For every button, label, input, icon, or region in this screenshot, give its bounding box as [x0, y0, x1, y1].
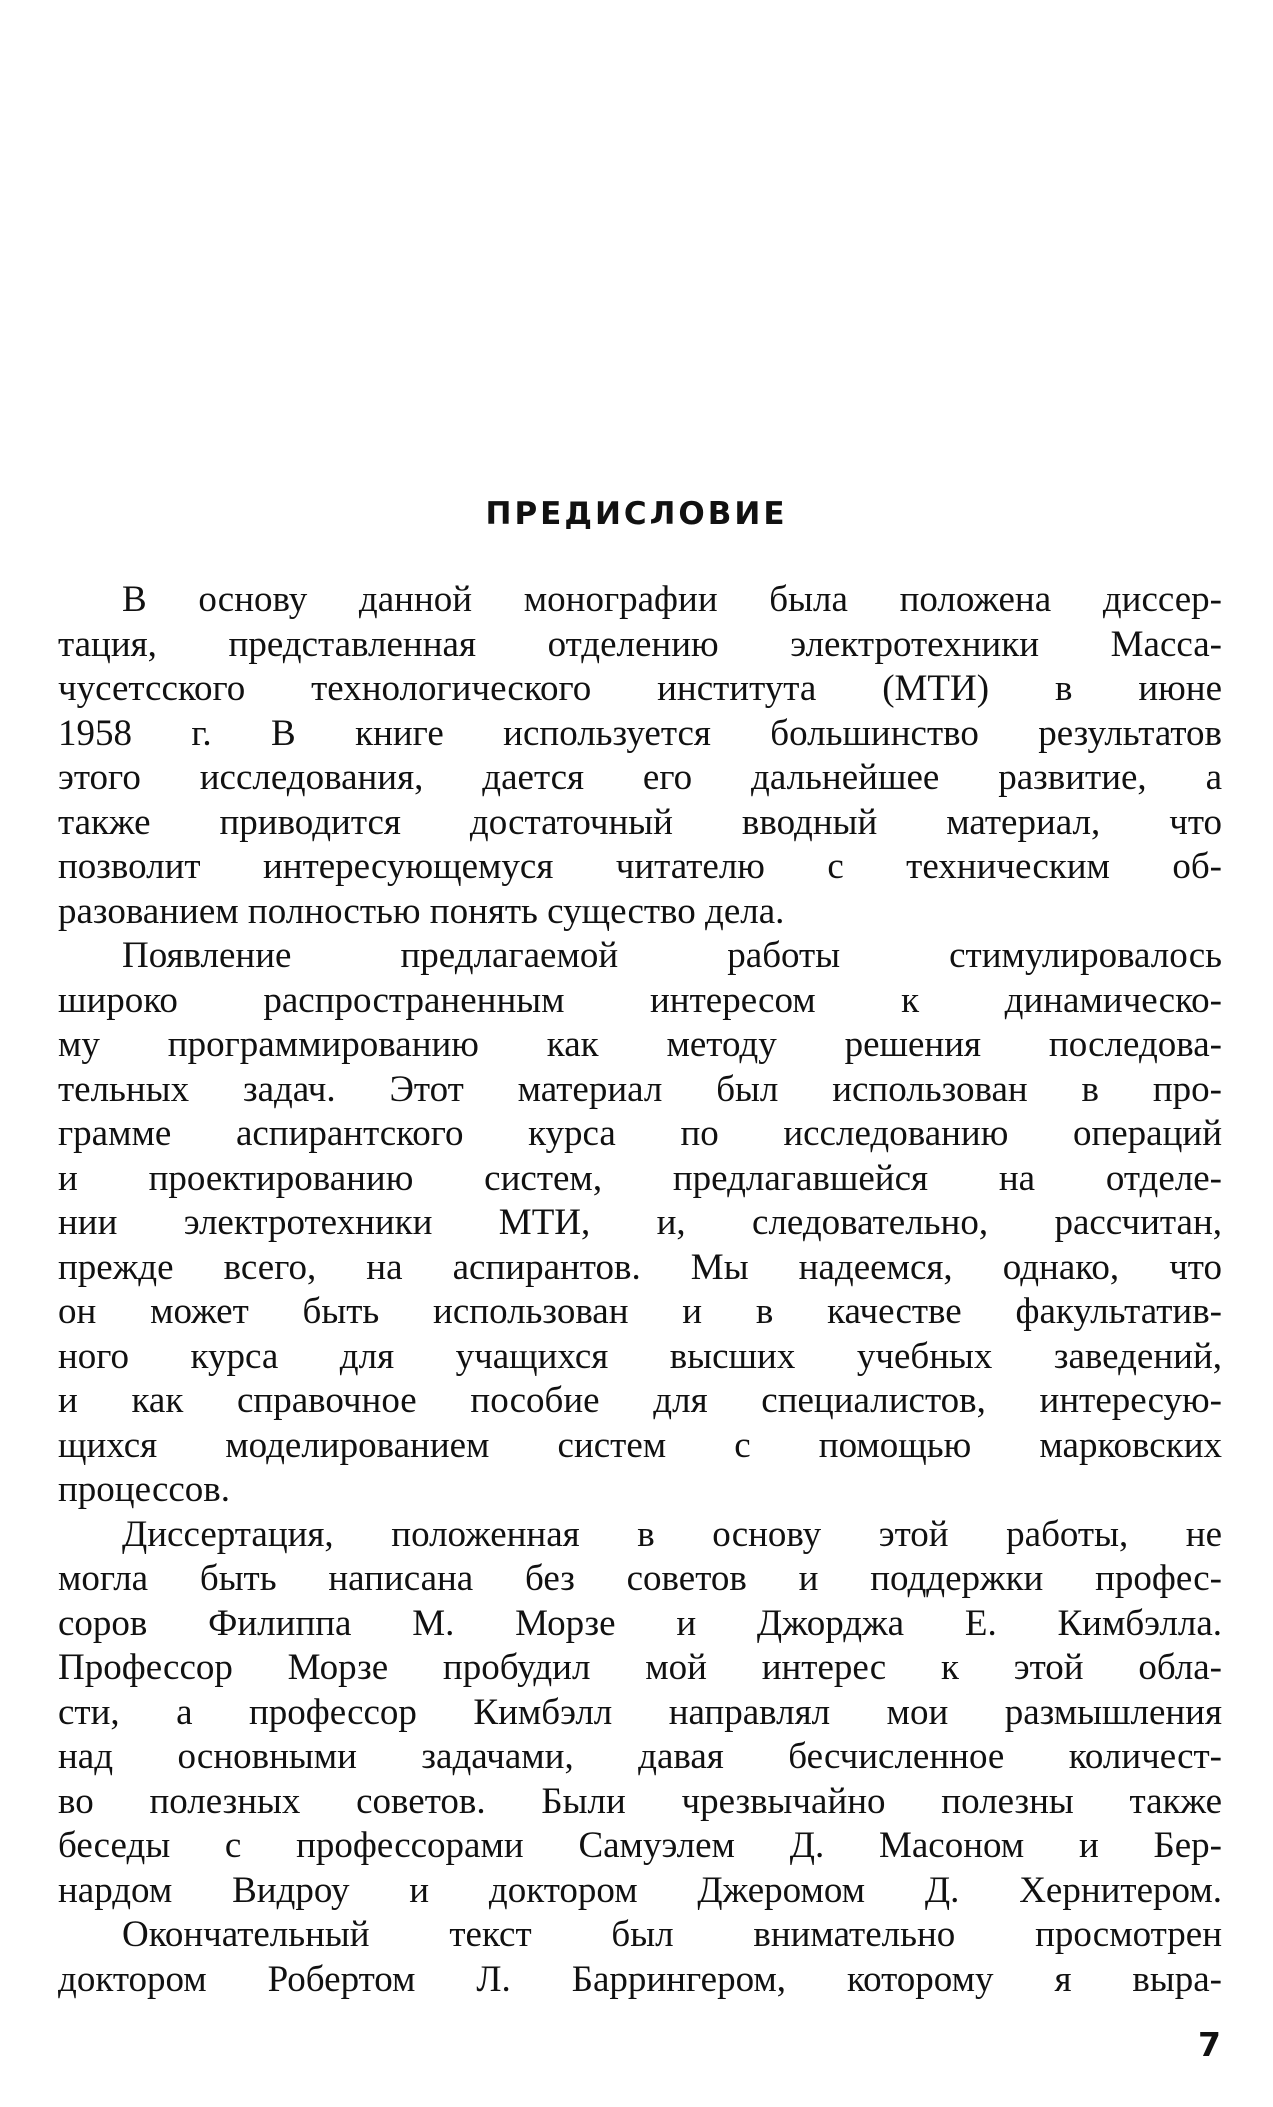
text-line: могла быть написана без советов и поддержки профес- — [58, 1558, 1222, 1599]
text-line: В основу данной монографии была положена диссер- — [122, 579, 1222, 620]
text-line: Диссертация, положенная в основу этой работы, не — [122, 1513, 1222, 1555]
page-number: 7 — [1198, 2025, 1221, 2064]
text-line: нии электротехники МТИ, и, следовательно, рассчитан, — [58, 1202, 1222, 1243]
text-line: тация, представленная отделению электротехники Масса- — [58, 623, 1222, 665]
text-line: сти, а профессор Кимбэлл направлял мои размышления — [58, 1691, 1222, 1733]
text-line: и как справочное пособие для специалистов, интересую- — [58, 1380, 1222, 1421]
text-line: этого исследования, дается его дальнейшее развитие, а — [58, 757, 1222, 798]
body-text — [58, 578, 1222, 2002]
text-line: во полезных советов. Были чрезвычайно полезны также — [58, 1780, 1222, 1822]
text-line: щихся моделированием систем с помощью марковских — [58, 1424, 1222, 1466]
text-line: Окончательный текст был внимательно просмотрен — [122, 1914, 1222, 1955]
text-line: доктором Робертом Л. Баррингером, которому я выра- — [58, 1958, 1222, 2000]
text-line: беседы с профессорами Самуэлем Д. Масоном и Бер- — [58, 1825, 1222, 1866]
text-line: грамме аспирантского курса по исследованию операций — [58, 1113, 1222, 1154]
text-line: также приводится достаточный вводный материал, что — [58, 801, 1222, 843]
paragraph-4 — [58, 1913, 1222, 2002]
text-line: процессов. — [58, 1469, 231, 1510]
text-line: соров Филиппа М. Морзе и Джорджа Е. Кимбэлла. — [58, 1602, 1222, 1644]
text-line: нардом Видроу и доктором Джеромом Д. Хернитером. — [58, 1869, 1222, 1911]
text-line: тельных задач. Этот материал был использован в про- — [58, 1068, 1222, 1110]
text-line: он может быть использован и в качестве факультатив- — [58, 1291, 1222, 1332]
section-heading: ПРЕДИСЛОВИЕ — [485, 496, 788, 532]
text-line: Профессор Морзе пробудил мой интерес к этой обла- — [58, 1647, 1222, 1688]
text-line: прежде всего, на аспирантов. Мы надеемся, однако, что — [58, 1246, 1222, 1288]
paragraph-2 — [58, 934, 1222, 1513]
paragraph-3 — [58, 1513, 1222, 1914]
text-line: над основными задачами, давая бесчисленное количест- — [58, 1736, 1222, 1777]
text-line: му программированию как методу решения последова- — [58, 1024, 1222, 1065]
paragraph-1 — [58, 578, 1222, 934]
text-line: 1958 г. В книге используется большинство результатов — [58, 712, 1222, 754]
text-line: разованием полностью понять существо дела. — [58, 890, 785, 932]
text-line: ного курса для учащихся высших учебных заведений, — [58, 1335, 1222, 1377]
text-line: позволит интересующемуся читателю с техническим об- — [58, 846, 1222, 887]
text-line: чусетсского технологического института (МТИ) в июне — [58, 668, 1222, 709]
text-line: Появление предлагаемой работы стимулировалось — [122, 935, 1222, 976]
text-line: и проектированию систем, предлагавшейся на отделе- — [58, 1157, 1222, 1199]
text-line: широко распространенным интересом к динамическо- — [58, 979, 1222, 1021]
